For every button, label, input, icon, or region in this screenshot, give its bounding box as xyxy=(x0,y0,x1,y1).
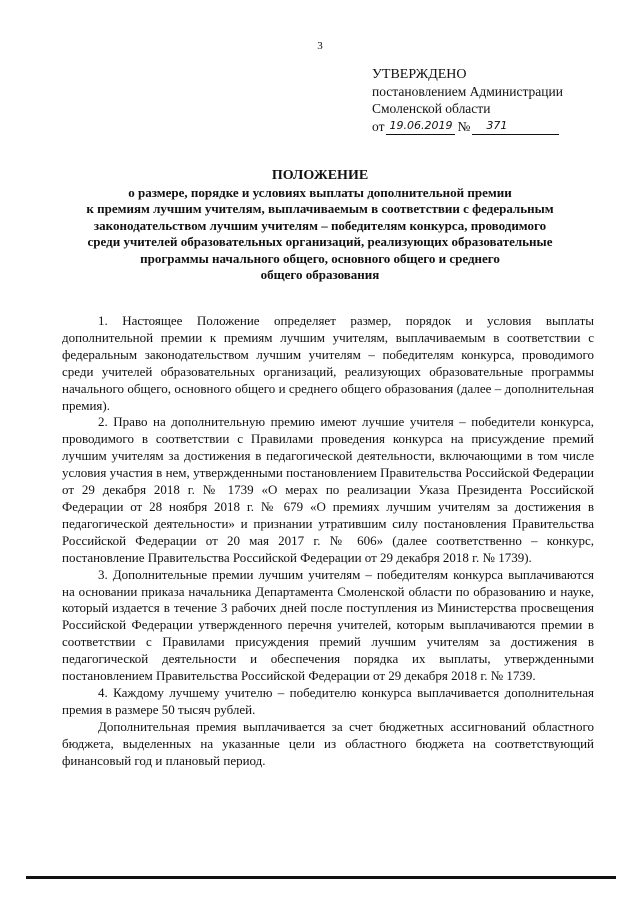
title-line: общего образования xyxy=(260,267,380,282)
bottom-rule xyxy=(26,876,616,879)
paragraph-2: 2. Право на дополнительную премию имеют лучшие учителя – победители конкурса, проводимого в соответствии с Правилами проведения конкурса на присуждение премий лучшим учителям за достижения в педагогической деятельности, включающими в том числе условия участия в нем, утвержденными постановлением Правительства Российской Федерации от 29 декабря 2018 г. № 1739 «О мерах по реализации Указа Президента Российской Федерации от 28 ноября 2018 г. № 679 «О премиях лучшим учителям за достижения в педагогической деятельности» и признании утратившим силу постановления Правительства Российской Федерации от 20 мая 2017 г. № 606» (далее соответственно – конкурс, постановление Правительства Российской Федерации от 29 декабря 2018 г. № 1739). xyxy=(62,414,594,565)
title-line: о размере, порядке и условиях выплаты дополнительной премии xyxy=(128,184,512,200)
page-number: 3 xyxy=(317,40,323,52)
paragraph-5: Дополнительная премия выплачивается за счет бюджетных ассигнований областного бюджета, выделенных на указанные цели из областного бюджета на соответствующий финансовый год и плановый период. xyxy=(62,718,594,768)
paragraph-4: 4. Каждому лучшему учителю – победителю конкурса выплачивается дополнительная премия в размере 50 тысяч рублей. xyxy=(62,684,594,717)
document-body xyxy=(62,313,594,769)
approval-line-1: постановлением Администрации xyxy=(372,84,563,99)
approval-date-handwritten: 19.06.2019 xyxy=(386,117,455,135)
paragraph-3: 3. Дополнительные премии лучшим учителям – победителям конкурса выплачиваются на основании приказа начальника Департамента Смоленской области по образованию и науке, который издается в течение 3 рабочих дней после поступления из Министерства просвещения Российской Федерации утвержденного перечня учителей, которым выплачиваются премии в соответствии с Правилами присуждения премий лучшим учителям за достижения в педагогической деятельности и обеспечения порядка их выплаты, утвержденными постановлением Правительства Российской Федерации от 29 декабря 2018 г. № 1739. xyxy=(62,566,594,684)
approval-date-line xyxy=(372,117,563,135)
approval-number-handwritten: 371 xyxy=(472,117,559,135)
approval-heading: УТВЕРЖДЕНО xyxy=(372,67,467,82)
title-main: ПОЛОЖЕНИЕ xyxy=(271,168,369,183)
title-line: законодательством лучшим учителям – победителям конкурса, проводимого xyxy=(93,217,547,233)
approval-block xyxy=(372,66,563,135)
approval-number-label: № xyxy=(457,119,471,134)
document-title xyxy=(40,168,600,284)
title-line: к премиям лучшим учителям, выплачиваемым в соответствии с федеральным xyxy=(86,201,554,216)
title-line: программы начального общего, основного общего и среднего xyxy=(140,250,500,266)
approval-from-label: от xyxy=(372,119,385,134)
title-line: среди учителей образовательных организаций, реализующих образовательные xyxy=(87,234,553,249)
paragraph-1: 1. Настоящее Положение определяет размер, порядок и условия выплаты дополнительной премии к премиям лучшим учителям, выплачиваемым в соответствии с федеральным законодательством лучшим учителям – победителям конкурса, проводимого среди учителей образовательных организаций, реализующих образовательные программы начального общего, основного общего и среднего общего образования (далее – дополнительная премия). xyxy=(62,313,594,413)
approval-line-2: Смоленской области xyxy=(372,101,491,116)
